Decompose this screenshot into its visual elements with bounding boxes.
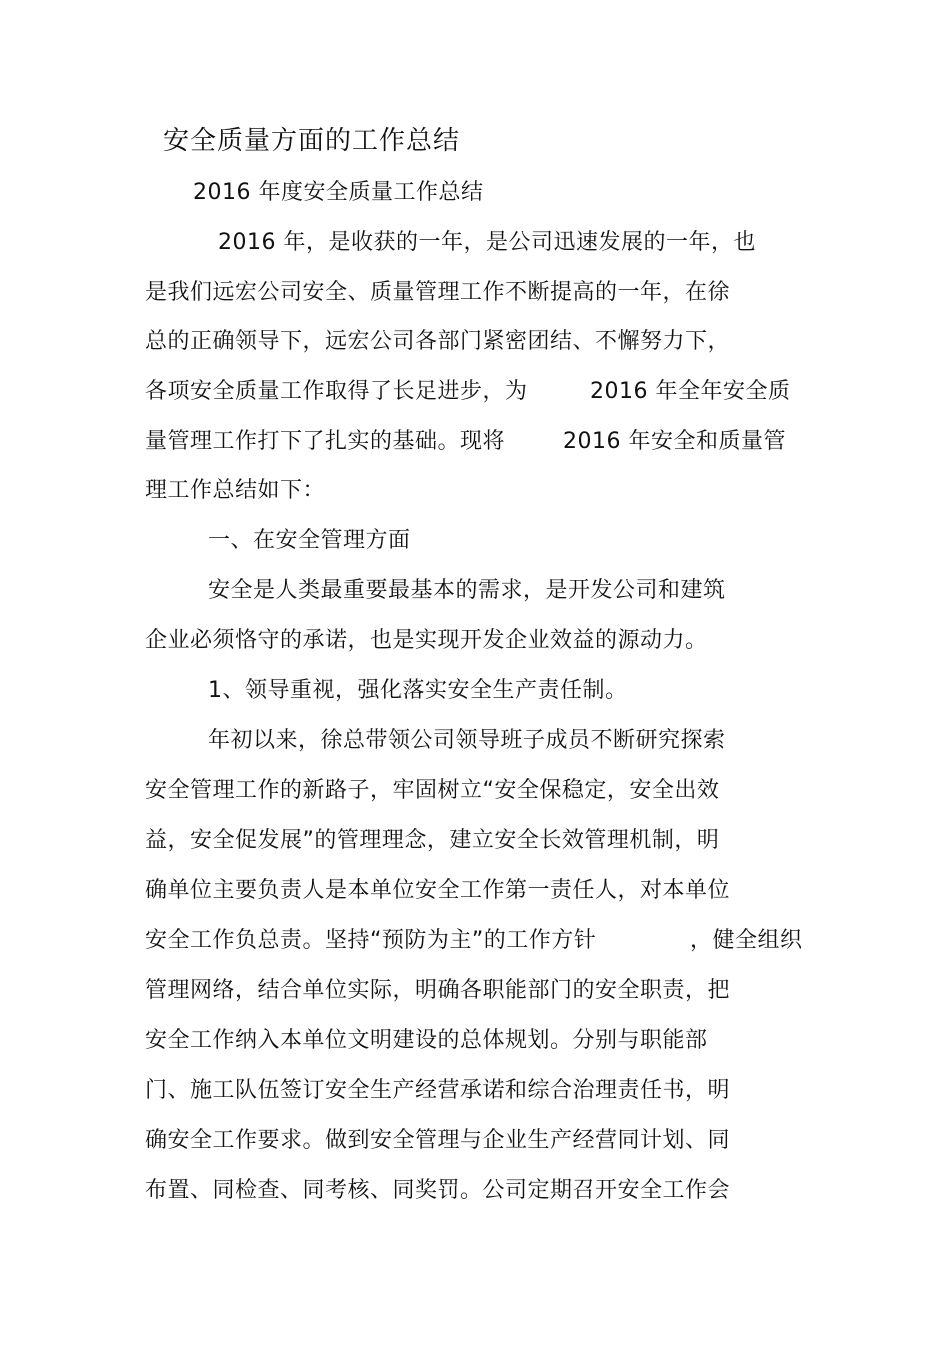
section-heading: 一、在安全管理方面 bbox=[208, 528, 411, 553]
paragraph-line: 益，安全促发展”的管理理念，建立安全长效管理机制，明 bbox=[145, 828, 720, 853]
paragraph-line: 安全是人类最重要最基本的需求，是开发公司和建筑 bbox=[208, 578, 726, 603]
document-subtitle: 2016 年度安全质量工作总结 bbox=[193, 180, 484, 205]
paragraph-line: 布置、同检查、同考核、同奖罚。公司定期召开安全工作会 bbox=[145, 1178, 731, 1203]
paragraph-line: 安全管理工作的新路子，牢固树立“安全保稳定，安全出效 bbox=[145, 778, 720, 803]
paragraph-line-continued: 2016 年安全和质量管 bbox=[563, 429, 786, 454]
paragraph-line: 企业必须恪守的承诺，也是实现开发企业效益的源动力。 bbox=[145, 628, 708, 653]
paragraph-line: 年初以来，徐总带领公司领导班子成员不断研究探索 bbox=[208, 728, 726, 753]
paragraph-line-continued: 2016 年全年安全质 bbox=[590, 379, 791, 404]
paragraph-line: 管理网络，结合单位实际，明确各职能部门的安全职责，把 bbox=[145, 978, 731, 1003]
paragraph-line: 2016 年，是收获的一年，是公司迅速发展的一年，也 bbox=[218, 230, 756, 255]
paragraph-line: 确安全工作要求。做到安全管理与企业生产经营同计划、同 bbox=[145, 1128, 731, 1153]
paragraph-line: 安全工作负总责。坚持“预防为主”的工作方针 bbox=[145, 928, 597, 953]
paragraph-line: 量管理工作打下了扎实的基础。现将 bbox=[145, 429, 506, 454]
paragraph-line: 理工作总结如下： bbox=[145, 478, 326, 503]
paragraph-line: 安全工作纳入本单位文明建设的总体规划。分别与职能部 bbox=[145, 1028, 708, 1053]
paragraph-line: 总的正确领导下，远宏公司各部门紧密团结、不懈努力下， bbox=[145, 329, 731, 354]
document-title: 安全质量方面的工作总结 bbox=[163, 126, 461, 156]
paragraph-line: 是我们远宏公司安全、质量管理工作不断提高的一年，在徐 bbox=[145, 280, 731, 305]
paragraph-line: 各项安全质量工作取得了长足进步，为 bbox=[145, 379, 528, 404]
paragraph-line: 门、施工队伍签订安全生产经营承诺和综合治理责任书，明 bbox=[145, 1078, 731, 1103]
subsection-heading: 1、领导重视，强化落实安全生产责任制。 bbox=[208, 678, 628, 703]
paragraph-line: 确单位主要负责人是本单位安全工作第一责任人，对本单位 bbox=[145, 878, 731, 903]
paragraph-line-continued: ，健全组织 bbox=[690, 928, 803, 953]
